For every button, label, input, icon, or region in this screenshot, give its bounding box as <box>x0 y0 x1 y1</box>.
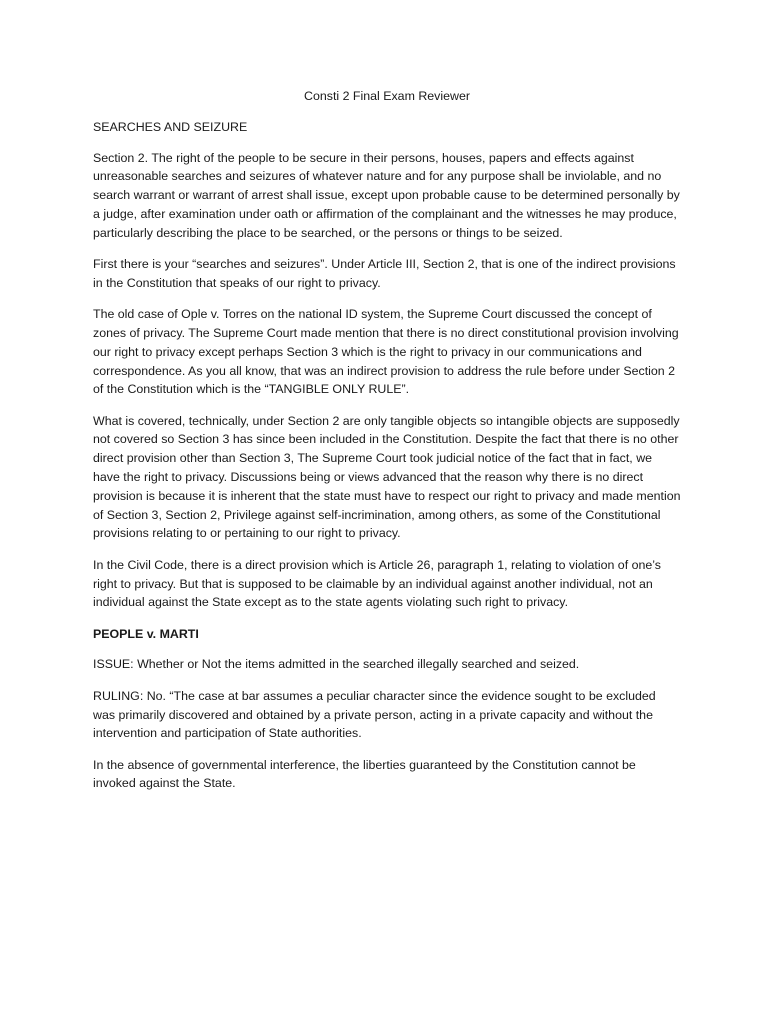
paragraph-governmental-interference: In the absence of governmental interference, the liberties guaranteed by the Constitution cannot be invoked against the State. <box>93 757 636 791</box>
paragraph-tangible-objects: What is covered, technically, under Section 2 are only tangible objects so intangible objects are supposedly not covered so Section 3 has since been included in the Constitution. Despite the fact that there is no other direct provision other than Section 3, The Supreme Court took judicial notice of the fact that in fact, we have the right to privacy. Discussions being or views advanced that the reason why there is no direct provision is because it is inherent that the state must have to respect our right to privacy and made mention of Section 3, Section 2, Privilege against self-incrimination, among others, as some of the Constitutional provisions relating to or pertaining to our right to privacy. <box>93 413 681 541</box>
document-title: Consti 2 Final Exam Reviewer <box>304 89 470 103</box>
document-body <box>93 87 681 806</box>
paragraph-searches-intro: First there is your “searches and seizures”. Under Article III, Section 2, that is one of the indirect provisions in the Constitution that speaks of our right to privacy. <box>93 257 676 290</box>
paragraph-ruling: RULING: No. “The case at bar assumes a peculiar character since the evidence sought to be excluded was primarily discovered and obtained by a private person, acting in a private capacity and without the intervention and participation of State authorities. <box>93 688 656 741</box>
case-title: PEOPLE v. MARTI <box>93 626 199 641</box>
paragraph-civil-code: In the Civil Code, there is a direct provision which is Article 26, paragraph 1, relating to violation of one’s right to privacy. But that is supposed to be claimable by an individual against another individual, not an individual against the State except as to the state agents violating such right to privacy. <box>93 557 661 610</box>
paragraph-ople-v-torres: The old case of Ople v. Torres on the national ID system, the Supreme Court discussed the concept of zones of privacy. The Supreme Court made mention that there is no direct constitutional provision involving our right to privacy except perhaps Section 3 which is the right to privacy in our communications and correspondence. As you all know, that was an indirect provision to address the rule before under Section 2 of the Constitution which is the “TANGIBLE ONLY RULE”. <box>93 307 679 397</box>
section-heading: SEARCHES AND SEIZURE <box>93 119 248 134</box>
paragraph-issue: ISSUE: Whether or Not the items admitted in the searched illegally searched and seized. <box>93 657 580 672</box>
paragraph-section-2-text: Section 2. The right of the people to be secure in their persons, houses, papers and effects against unreasonable searches and seizures of whatever nature and for any purpose shall be inviolable, and no search warrant or warrant of arrest shall issue, except upon probable cause to be determined personally by a judge, after examination under oath or affirmation of the complainant and the witnesses he may produce, particularly describing the place to be searched, or the persons or things to be seized. <box>93 150 680 240</box>
